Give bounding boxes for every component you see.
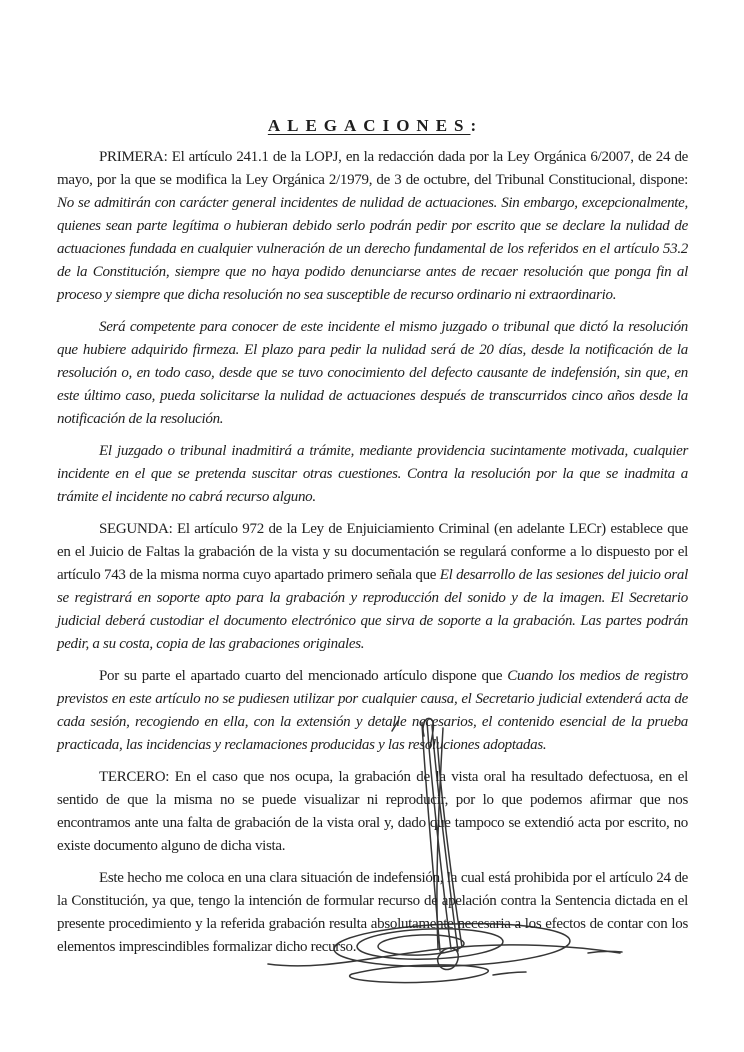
body-text: TERCERO: En el caso que nos ocupa, la grabación de la vista oral ha resultado defectuosa, en el sentido de que la misma no se puede visualizar ni reproducir, por lo que podemos afirmar que nos encontramos ante una falta de grabación de la vista oral y, dado que tampoco se extendió acta por escrito, no existe documento alguno de dicha vista.	[57, 769, 688, 854]
document-title	[0, 116, 744, 136]
document-body	[57, 146, 688, 968]
paragraph-por-su-parte	[57, 665, 688, 757]
quoted-legal-text: Cuando los medios de registro previstos en este artículo no se pudiesen utilizar por cualquier causa, el Secretario judicial extenderá acta de cada sesión, recogiendo en ella, con la extensión y detalle necesarios, el contenido esencial de la prueba practicada, las incidencias y reclamaciones producidas y las resoluciones adoptadas.	[57, 668, 688, 753]
title-text: ALEGACIONES	[267, 116, 471, 135]
title-colon: :	[470, 116, 477, 135]
paragraph-primera	[57, 146, 688, 307]
quoted-legal-text: Será competente para conocer de este incidente el mismo juzgado o tribunal que dictó la resolución que hubiere adquirido firmeza. El plazo para pedir la nulidad será de 20 días, desde la notificación de la resolución o, en todo caso, desde que se tuvo conocimiento del defecto causante de indefensión, sin que, en este último caso, pueda solicitarse la nulidad de actuaciones después de transcurridos cinco años desde la notificación de la resolución.	[57, 319, 688, 427]
quoted-legal-text: El desarrollo de las sesiones del juicio oral se registrará en soporte apto para la grabación y reproducción del sonido y de la imagen. El Secretario judicial deberá custodiar el documento electrónico que sirva de soporte a la grabación. Las partes podrán pedir, a su costa, copia de las grabaciones originales.	[57, 567, 688, 652]
quoted-legal-text: No se admitirán con carácter general incidentes de nulidad de actuaciones. Sin embargo, excepcionalmente, quienes sean parte legítima o hubieran debido serlo podrán pedir por escrito que se declare la nulidad de actuaciones fundada en cualquier vulneración de un derecho fundamental de los referidos en el artículo 53.2 de la Constitución, siempre que no haya podido denunciarse antes de recaer resolución que ponga fin al proceso y siempre que dicha resolución no sea susceptible de recurso ordinario ni extraordinario.	[57, 195, 688, 303]
paragraph-tercero	[57, 766, 688, 858]
paragraph-el-juzgado	[57, 440, 688, 509]
body-text: Este hecho me coloca en una clara situación de indefensión, la cual está prohibida por el artículo 24 de la Constitución, ya que, tengo la intención de formular recurso de apelación contra la Sentencia dictada en el presente procedimiento y la referida grabación resulta absolutamente necesaria a los efectos de contar con los elementos imprescindibles formalizar dicho recurso.	[57, 870, 688, 955]
paragraph-segunda	[57, 518, 688, 656]
body-text: Por su parte el apartado cuarto del mencionado artículo dispone que	[99, 668, 508, 684]
body-text: SEGUNDA: El artículo 972 de la Ley de Enjuiciamiento Criminal (en adelante LECr) establece que en el Juicio de Faltas la grabación de la vista y su documentación se regulará conforme a lo dispuesto por el artículo 743 de la misma norma cuyo apartado primero señala que	[57, 521, 688, 583]
paragraph-sera-competente	[57, 316, 688, 431]
body-text: PRIMERA: El artículo 241.1 de la LOPJ, en la redacción dada por la Ley Orgánica 6/2007, de 24 de mayo, por la que se modifica la Ley Orgánica 2/1979, de 3 de octubre, del Tribunal Constitucional, dispone:	[57, 149, 688, 188]
quoted-legal-text: El juzgado o tribunal inadmitirá a trámite, mediante providencia sucintamente motivada, cualquier incidente en el que se pretenda suscitar otras cuestiones. Contra la resolución por la que se inadmita a trámite el incidente no cabrá recurso alguno.	[57, 443, 688, 505]
paragraph-este-hecho	[57, 867, 688, 959]
scribble-stroke	[493, 972, 526, 975]
